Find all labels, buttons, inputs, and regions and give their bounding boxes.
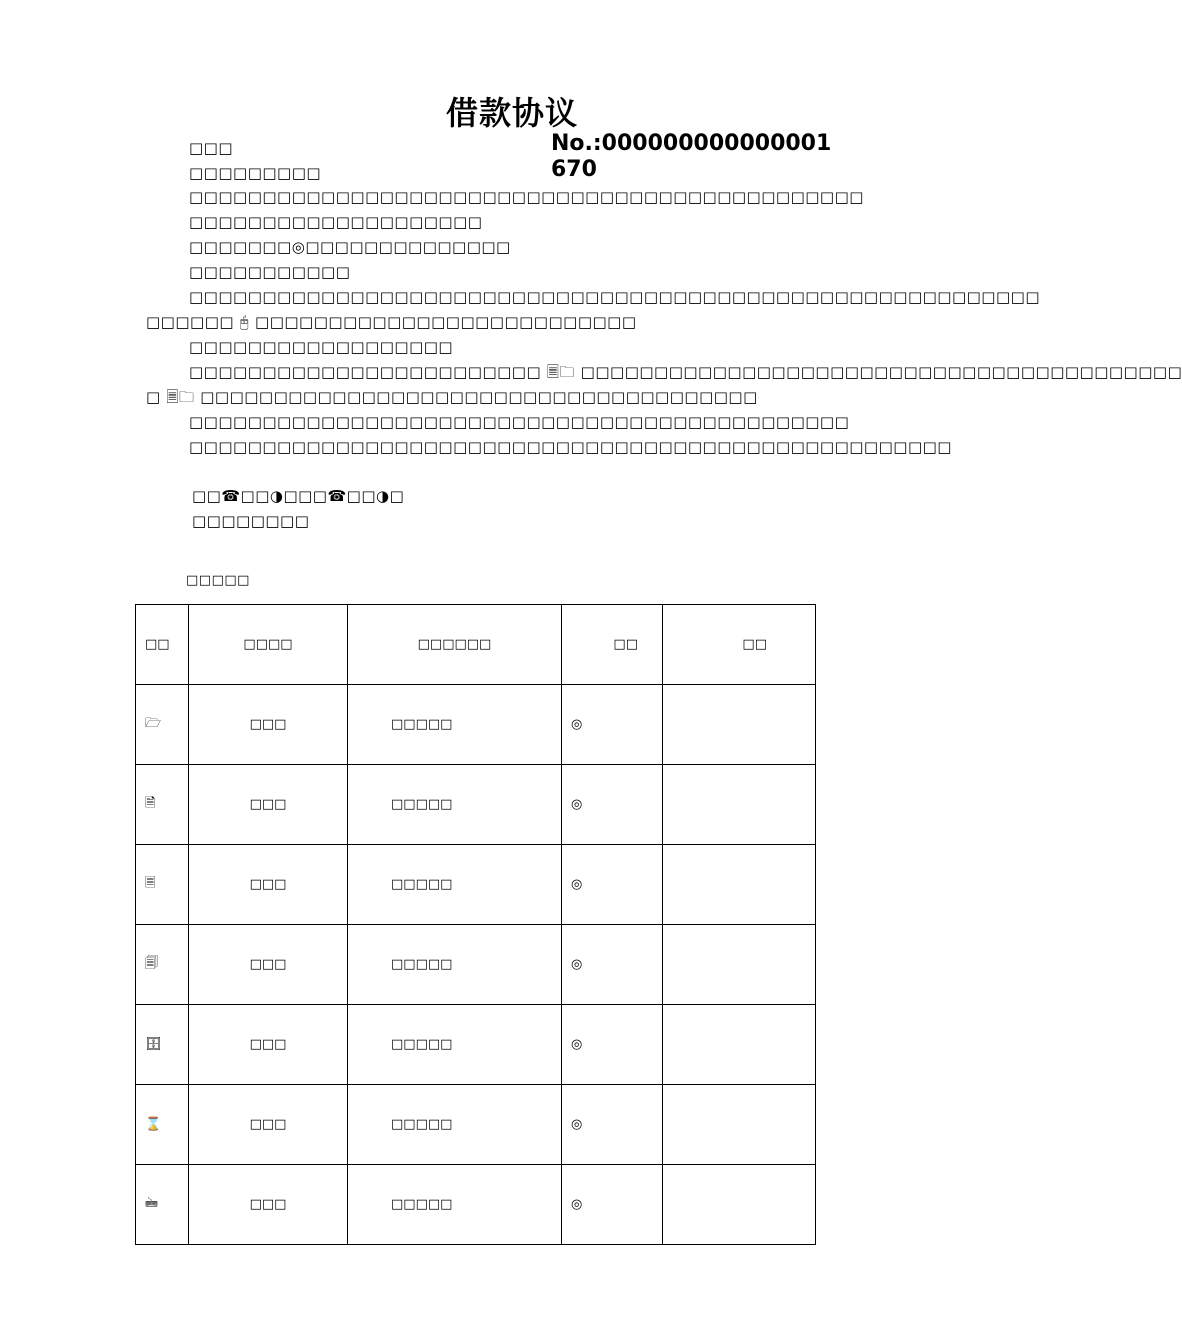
table-cell: □□□ <box>189 845 348 925</box>
contact-line: □□☎□□◑□□□☎□□◑□ <box>192 487 405 505</box>
clause-line-7 <box>146 387 758 407</box>
table-cell: □□□ <box>189 1085 348 1165</box>
party-a-label: □□□ <box>189 139 234 157</box>
document-icon: 🗎 <box>136 765 189 845</box>
table-row <box>136 925 816 1005</box>
table-cell <box>663 685 816 765</box>
page-icon: 🗏 <box>136 845 189 925</box>
open-folder-icon: 🗁 <box>136 685 189 765</box>
clause-line-4 <box>146 312 637 332</box>
document-title: 借款协议 <box>445 94 578 132</box>
table-header-cell: □□□□□□ <box>348 605 562 685</box>
clause-line-1-text-a: □□□□□□□ <box>189 238 292 256</box>
table-cell: □□□□□ <box>348 1085 562 1165</box>
bullseye-icon: ◎ <box>562 1005 663 1085</box>
table-header-cell: □□□□ <box>189 605 348 685</box>
table-row <box>136 1165 816 1245</box>
clause-line-9: □□□□□□□□□□□□□□□□□□□□□□□□□□□□□□□□□□□□□□□□□□□□□□□□□□□□ <box>189 438 952 456</box>
table-row <box>136 845 816 925</box>
clause-line-1-text-b: □□□□□□□□□□□□□□ <box>305 238 511 256</box>
bullseye-icon: ◎ <box>562 685 663 765</box>
table-header-cell: □□ <box>663 605 816 685</box>
signature-line: □□□□□□□□ <box>192 512 310 530</box>
table-cell <box>663 1005 816 1085</box>
hourglass-icon: ⌛ <box>136 1085 189 1165</box>
mouse-icon: 🖰 <box>239 313 250 331</box>
table-row <box>136 1005 816 1085</box>
bullseye-icon: ◎ <box>562 765 663 845</box>
clause-line-5: □□□□□□□□□□□□□□□□□□ <box>189 338 454 356</box>
bullseye-icon: ◎ <box>562 845 663 925</box>
table-cell <box>663 1165 816 1245</box>
table-cell <box>663 925 816 1005</box>
clause-line-2: □□□□□□□□□□□ <box>189 263 351 281</box>
detail-table <box>135 604 816 1245</box>
clause-line-1 <box>189 237 511 257</box>
table-header-row <box>136 605 816 685</box>
table-cell <box>663 765 816 845</box>
clause-line-6-text-b: □□□□□□□□□□□□□□□□□□□□□□□□□□□□□□□□□□□□□□□□□ <box>580 363 1182 381</box>
table-header-cell: □□ <box>562 605 663 685</box>
table-cell: □□□□□ <box>348 1165 562 1245</box>
party-b-label: □□□□□□□□□ <box>189 164 322 182</box>
table-cell: □□□□□ <box>348 925 562 1005</box>
table-row <box>136 1085 816 1165</box>
bullseye-icon: ◎ <box>562 1165 663 1245</box>
table-cell: □□□ <box>189 685 348 765</box>
pages-icon: 🗐 <box>136 925 189 1005</box>
clause-line-7-text-a: □ <box>146 388 161 406</box>
bullseye-icon: ◎ <box>562 925 663 1005</box>
file-cabinet-icon: 🗄 <box>136 1005 189 1085</box>
table-cell: □□□□□ <box>348 685 562 765</box>
clause-line-4-text-b: □□□□□□□□□□□□□□□□□□□□□□□□□□ <box>255 313 637 331</box>
clause-line-6-text-a: □□□□□□□□□□□□□□□□□□□□□□□□ <box>189 363 542 381</box>
clause-line-8: □□□□□□□□□□□□□□□□□□□□□□□□□□□□□□□□□□□□□□□□□□□□□ <box>189 413 850 431</box>
bullseye-icon: ◎ <box>562 1085 663 1165</box>
table-header-cell: □□ <box>136 605 189 685</box>
table-cell <box>663 1085 816 1165</box>
intro-line-1: □□□□□□□□□□□□□□□□□□□□□□□□□□□□□□□□□□□□□□□□□□□□□□ <box>189 188 864 206</box>
keyboard-icon: 🖮 <box>136 1165 189 1245</box>
table-row <box>136 685 816 765</box>
table-cell: □□□□□ <box>348 845 562 925</box>
clause-line-7-text-b: □□□□□□□□□□□□□□□□□□□□□□□□□□□□□□□□□□□□□□ <box>200 388 758 406</box>
page-folder-icon: 🗏🗀 <box>166 388 195 406</box>
table-cell: □□□□□ <box>348 765 562 845</box>
table-cell: □□□ <box>189 765 348 845</box>
clause-line-4-text-a: □□□□□□ <box>146 313 235 331</box>
table-cell: □□□ <box>189 925 348 1005</box>
document-number: No.:000000000000001670 <box>551 131 832 182</box>
bullseye-icon: ◎ <box>291 238 306 256</box>
table-caption: □□□□□ <box>186 573 250 588</box>
table-cell: □□□ <box>189 1005 348 1085</box>
table-cell: □□□□□ <box>348 1005 562 1085</box>
intro-line-2: □□□□□□□□□□□□□□□□□□□□ <box>189 213 483 231</box>
clause-line-3: □□□□□□□□□□□□□□□□□□□□□□□□□□□□□□□□□□□□□□□□□□□□□□□□□□□□□□□□□□ <box>189 288 1040 306</box>
table-cell <box>663 845 816 925</box>
clause-line-6 <box>189 362 1182 382</box>
table-row <box>136 765 816 845</box>
page-folder-icon: 🗏🗀 <box>546 363 575 381</box>
table-cell: □□□ <box>189 1165 348 1245</box>
